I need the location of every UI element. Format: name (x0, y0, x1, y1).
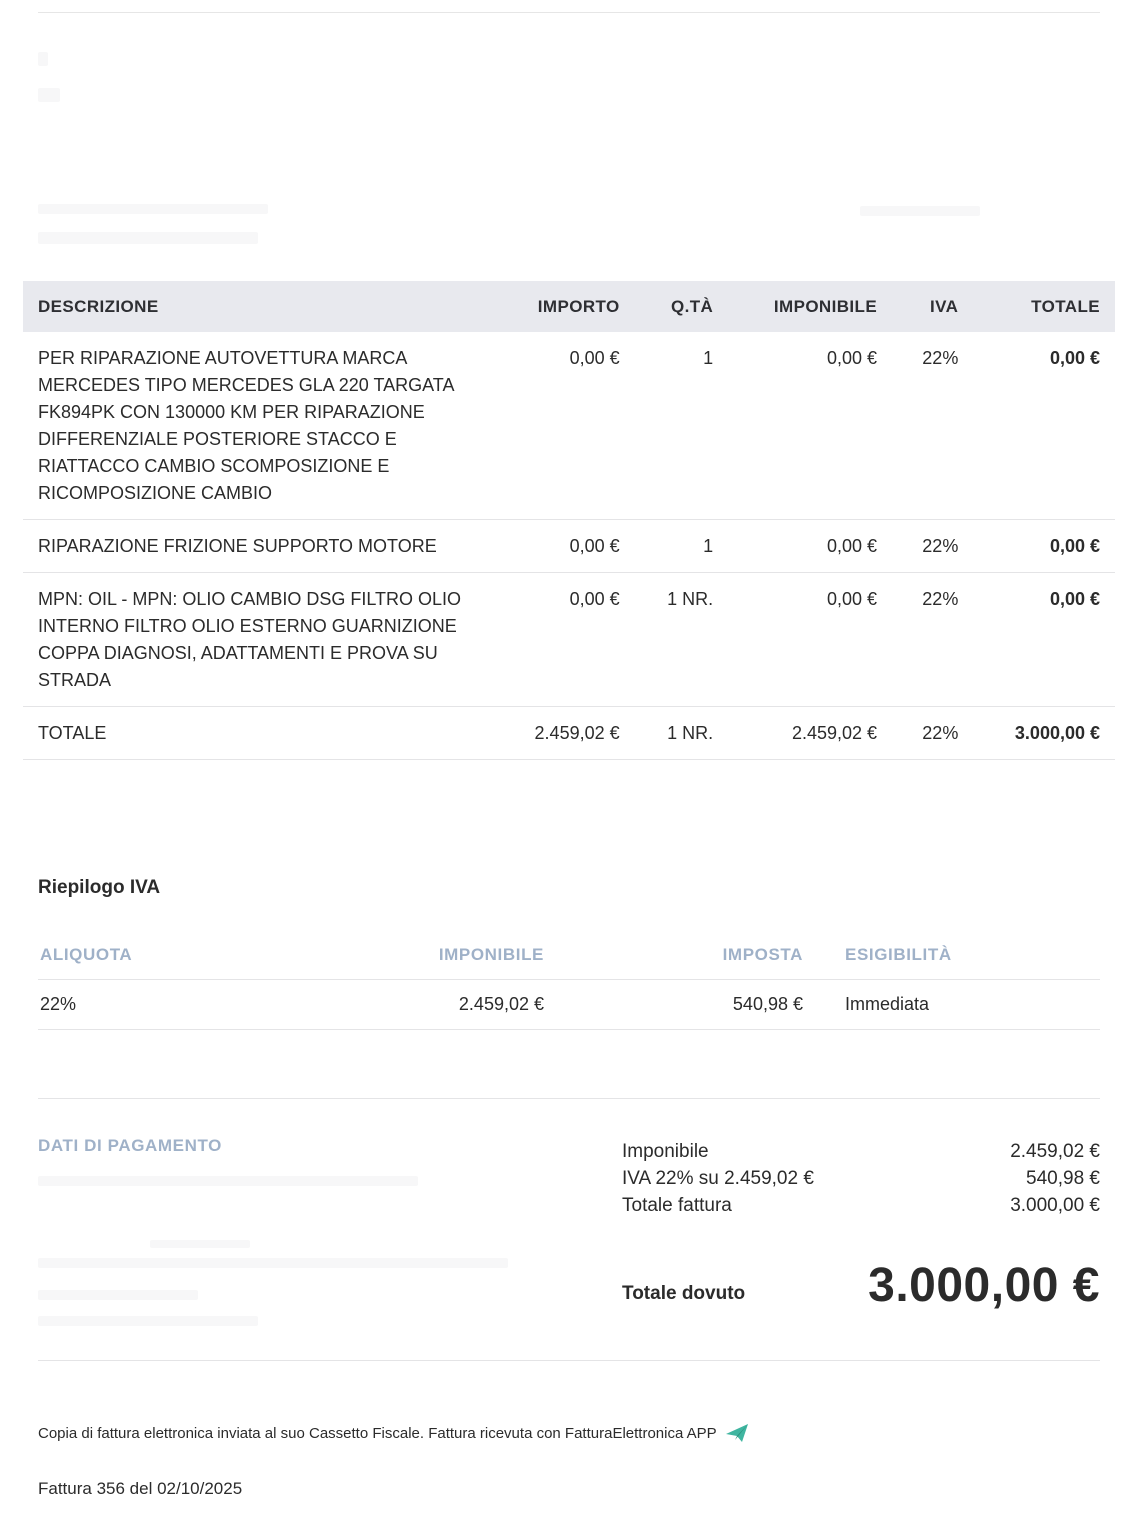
header-vat: IVA (930, 297, 959, 316)
row-total: 0,00 € (973, 332, 1115, 520)
totals-taxable-label: Imponibile (622, 1141, 709, 1162)
header-qty: Q.TÀ (670, 297, 714, 316)
amount-due-label: Totale dovuto (622, 1283, 746, 1304)
row-taxable: 0,00 € (728, 573, 892, 707)
row-taxable: 2.459,02 € (728, 707, 892, 760)
header-total: TOTALE (1031, 297, 1100, 316)
iva-header-tax: IMPOSTA (546, 935, 805, 980)
iva-header-row (38, 935, 1100, 980)
row-total: 3.000,00 € (973, 707, 1115, 760)
header-description: DESCRIZIONE (38, 297, 159, 316)
row-total: 0,00 € (973, 520, 1115, 573)
table-row (23, 332, 1115, 520)
iva-taxable: 2.459,02 € (322, 980, 546, 1030)
totals-vat-row (622, 1165, 1100, 1192)
payment-title: DATI DI PAGAMENTO (38, 1136, 222, 1155)
amount-due-value: 3.000,00 € (868, 1259, 1100, 1312)
footer-note (38, 1423, 749, 1443)
top-divider (38, 12, 1100, 13)
items-header-row (23, 281, 1115, 332)
amount-due (622, 1258, 1100, 1313)
totals-invoice-row (622, 1192, 1100, 1219)
table-row-total (23, 707, 1115, 760)
row-vat: 22% (892, 520, 973, 573)
invoice-reference: Fattura 356 del 02/10/2025 (38, 1479, 243, 1498)
iva-header-rate: ALIQUOTA (38, 935, 322, 980)
footer-divider (38, 1360, 1100, 1361)
totals-invoice-value: 3.000,00 € (1010, 1195, 1100, 1216)
iva-summary-table (38, 935, 1100, 1030)
row-description: RIPARAZIONE FRIZIONE SUPPORTO MOTORE (23, 520, 493, 573)
totals-vat-value: 540,98 € (1026, 1168, 1100, 1189)
iva-summary-title: Riepilogo IVA (38, 877, 161, 898)
row-qty: 1 NR. (635, 573, 729, 707)
row-amount: 0,00 € (493, 332, 635, 520)
paper-plane-icon (725, 1423, 749, 1443)
totals-box (622, 1138, 1100, 1219)
header-taxable: IMPONIBILE (773, 297, 878, 316)
row-amount: 0,00 € (493, 520, 635, 573)
row-description: MPN: OIL - MPN: OLIO CAMBIO DSG FILTRO OLIO INTERNO FILTRO OLIO ESTERNO GUARNIZIONE COPPA DIAGNOSI, ADATTAMENTI E PROVA SU STRADA (23, 573, 493, 707)
totals-taxable-value: 2.459,02 € (1010, 1141, 1100, 1162)
iva-tax: 540,98 € (546, 980, 805, 1030)
footer-note-text: Copia di fattura elettronica inviata al suo Cassetto Fiscale. Fattura ricevuta con FatturaElettronica APP (38, 1424, 717, 1442)
items-table (23, 281, 1115, 760)
row-total: 0,00 € (973, 573, 1115, 707)
table-row (23, 573, 1115, 707)
row-taxable: 0,00 € (728, 520, 892, 573)
header-amount: IMPORTO (537, 297, 620, 316)
row-qty: 1 (635, 332, 729, 520)
row-description: TOTALE (23, 707, 493, 760)
row-taxable: 0,00 € (728, 332, 892, 520)
iva-due: Immediata (805, 980, 1100, 1030)
iva-header-taxable: IMPONIBILE (322, 935, 546, 980)
iva-header-due: ESIGIBILITÀ (805, 935, 1100, 980)
iva-rate: 22% (38, 980, 322, 1030)
row-amount: 2.459,02 € (493, 707, 635, 760)
section-divider (38, 1098, 1100, 1099)
totals-invoice-label: Totale fattura (622, 1195, 732, 1216)
row-description: PER RIPARAZIONE AUTOVETTURA MARCA MERCEDES TIPO MERCEDES GLA 220 TARGATA FK894PK CON 130000 KM PER RIPARAZIONE DIFFERENZIALE POSTERIORE STACCO E RIATTACCO CAMBIO SCOMPOSIZIONE E RICOMPOSIZIONE CAMBIO (23, 332, 493, 520)
row-qty: 1 (635, 520, 729, 573)
totals-vat-label: IVA 22% su 2.459,02 € (622, 1168, 814, 1189)
table-row (23, 520, 1115, 573)
row-vat: 22% (892, 573, 973, 707)
row-qty: 1 NR. (635, 707, 729, 760)
table-row (38, 980, 1100, 1030)
row-vat: 22% (892, 707, 973, 760)
row-vat: 22% (892, 332, 973, 520)
totals-taxable-row (622, 1138, 1100, 1165)
row-amount: 0,00 € (493, 573, 635, 707)
